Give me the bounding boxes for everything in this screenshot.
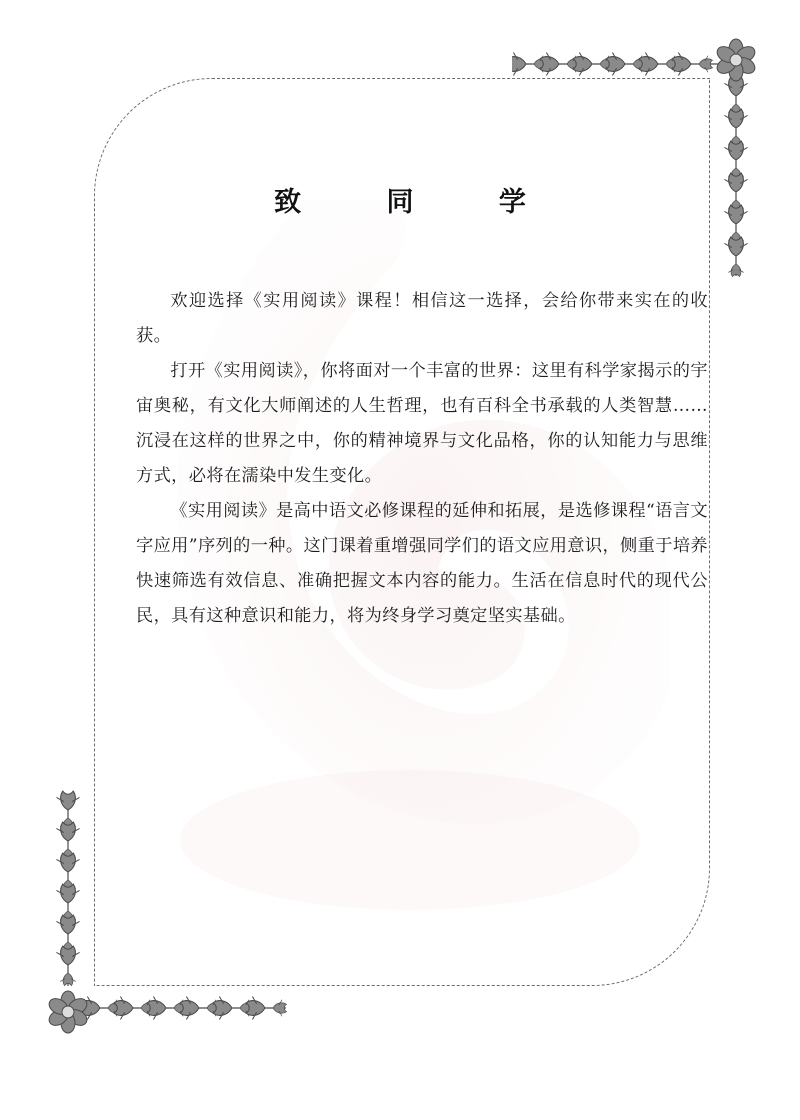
paragraph-welcome: 欢迎选择《实用阅读》课程！相信这一选择，会给你带来实在的收获。 [136, 291, 708, 346]
top-right-flower-rosette-icon [712, 36, 760, 84]
left-vine-border-icon [44, 790, 92, 990]
bottom-vine-border-icon [80, 990, 292, 1034]
paragraph-world: 打开《实用阅读》，你将面对一个丰富的世界：这里有科学家揭示的宇宙奥秘，有文化大师阐述的人生哲理，也有百科全书承载的人类智慧……沉浸在这样的世界之中，你的精神境界与文化品格，你的认知能力与思维方式，必将在濡染中发生变化。 [136, 361, 708, 486]
paragraph-course: 《实用阅读》是高中语文必修课程的延伸和拓展，是选修课程“语言文字应用”序列的一种。这门课着重增强同学们的语文应用意识，侧重于培养快速筛选有效信息、准确把握文本内容的能力。生活在信息时代的现代公民，具有这种意识和能力，将为终身学习奠定坚实基础。 [136, 501, 708, 626]
letter-body [136, 284, 708, 634]
right-vine-border-icon [712, 74, 760, 280]
top-vine-border-icon [512, 38, 724, 82]
bottom-left-flower-rosette-icon [44, 988, 92, 1036]
page-title: 致 同 学 [274, 187, 564, 218]
